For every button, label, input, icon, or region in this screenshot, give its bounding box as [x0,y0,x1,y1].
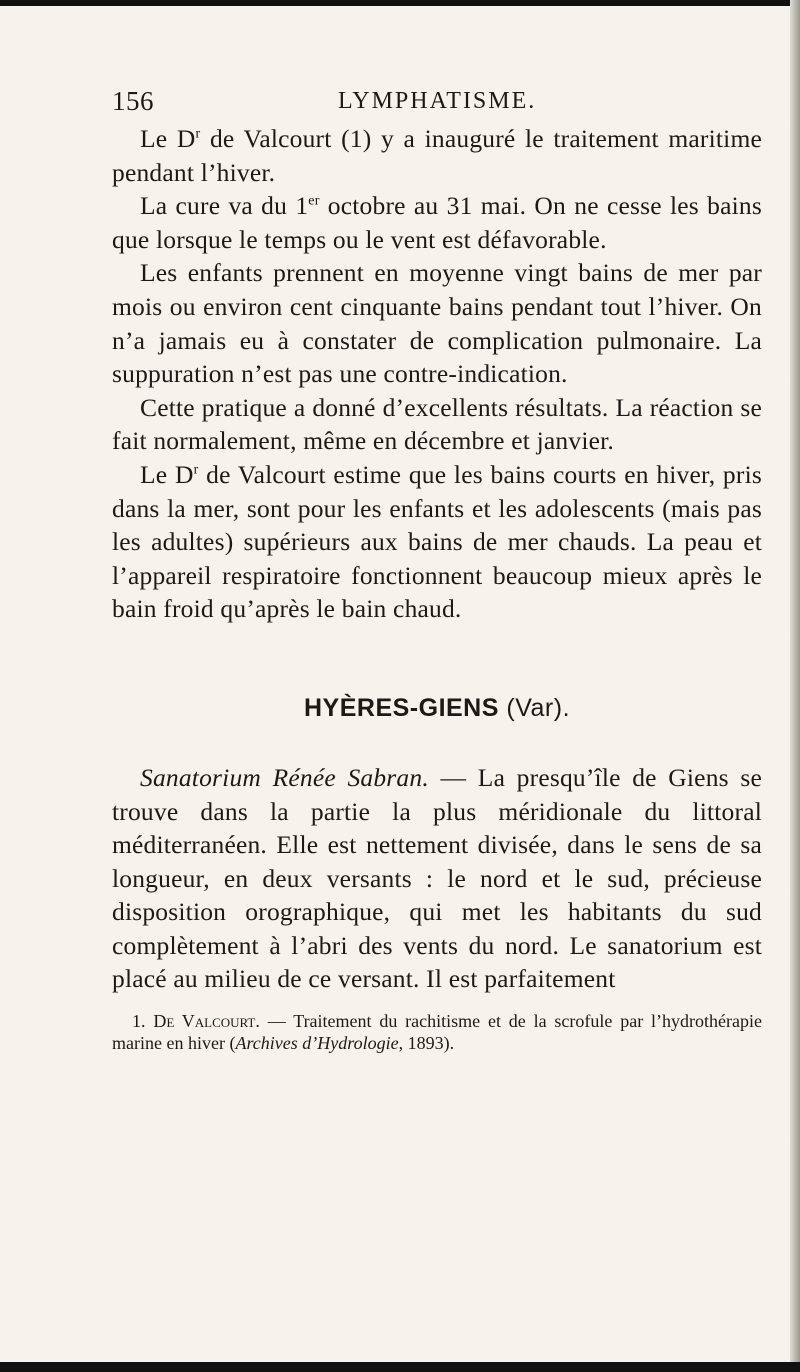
paragraph-4: Cette pratique a donné d’excellents résultats. La réaction se fait normalement, même en décembre et janvier. [112,392,762,456]
p2-text-b: octobre au 31 mai. On ne cesse les bains que lorsque le temps ou le vent est défavorable. [112,191,763,254]
top-border [0,0,800,6]
paragraph-1 [112,122,762,189]
footnote-marker: 1. [132,1011,154,1032]
p1-superscript: r [195,126,201,142]
page-edge [790,0,800,1372]
section-heading-department: (Var). [498,693,571,722]
p5-text-a: Le D [140,459,194,489]
footnote-journal: Archives d’Hydrologie [235,1033,399,1054]
footnote-end: , 1893). [398,1033,455,1054]
p2-superscript: er [308,193,320,209]
section-paragraph [112,761,762,996]
p1-text-b: de Valcourt (1) y a inauguré le traitement maritime pendant l’hiver. [112,124,762,187]
footnote-author: De Valcourt [153,1011,256,1032]
footnote-text: . — Traitement du rachitisme et de la scrofule par l’hydrothérapie marine en hiver ( [112,1011,762,1054]
section-paragraph-text: — La presqu’île de Giens se trouve dans la partie la plus méridionale du littoral méditerranéen. Elle est nettement divisée, dans le sens de sa longueur, en deux versants : le nord et le sud, précieuse disposition orographique, qui met les habitants du sud complètement à l’abri des vents du nord. Le sanatorium est placé au milieu de ce versant. Il est parfaitement [112,762,763,994]
paragraph-3: Les enfants prennent en moyenne vingt bains de mer par mois ou environ cent cinquante bains pendant tout l’hiver. On n’a jamais eu à constater de complication pulmonaire. La suppuration n’est pas une contre-indication. [112,258,762,389]
footnote [112,1010,762,1054]
p2-text-a: La cure va du 1 [140,191,309,221]
running-title: LYMPHATISME. [338,88,537,114]
page-number: 156 [112,86,154,116]
sanatorium-title: Sanatorium Rénée Sabran. [140,762,429,792]
paragraph-5 [112,458,762,626]
p5-text-b: de Valcourt estime que les bains courts en hiver, pris dans la mer, sont pour les enfants et les adolescents (mais pas les adultes) supérieurs aux bains de mer chauds. La peau et l’appareil respiratoire fonctionnent beaucoup mieux après le bain froid qu’après le bain chaud. [112,459,762,624]
running-head [112,86,762,122]
bottom-border [0,1362,800,1372]
book-page [112,86,762,1054]
p5-superscript: r [193,462,199,478]
p1-text-a: Le D [140,124,196,153]
footnote-1 [112,1010,762,1054]
body-text [112,122,762,996]
section-heading-title: HYÈRES-GIENS [303,693,499,722]
section-heading [112,694,762,723]
paragraph-2 [112,189,762,256]
